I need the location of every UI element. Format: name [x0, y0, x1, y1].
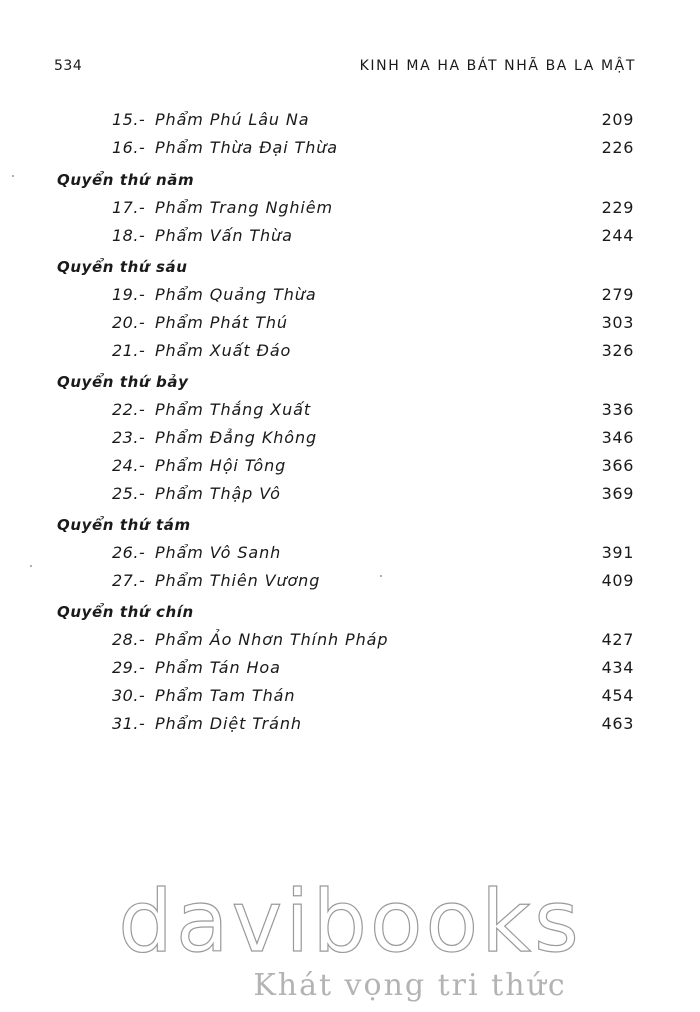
toc-entry	[0, 226, 700, 250]
scan-speck	[12, 175, 14, 177]
entry-page-number: 346	[601, 428, 634, 447]
toc-entry	[0, 110, 700, 134]
entry-number: 15.-	[112, 110, 146, 129]
toc-entry	[0, 313, 700, 337]
scan-speck	[380, 575, 382, 577]
toc-entry	[0, 686, 700, 710]
entry-title: Phẩm Ảo Nhơn Thính Pháp	[155, 630, 389, 649]
toc-entry	[0, 456, 700, 480]
toc-entry	[0, 341, 700, 365]
entry-page-number: 244	[601, 226, 634, 245]
entry-title: Phẩm Vô Sanh	[155, 543, 282, 562]
entry-title: Phẩm Phát Thú	[155, 313, 288, 332]
entry-number: 24.-	[112, 456, 146, 475]
entry-page-number: 391	[601, 543, 634, 562]
entry-page-number: 279	[601, 285, 634, 304]
entry-number: 20.-	[112, 313, 146, 332]
entry-page-number: 434	[601, 658, 634, 677]
entry-number: 31.-	[112, 714, 146, 733]
entry-page-number: 427	[601, 630, 634, 649]
entry-page-number: 209	[601, 110, 634, 129]
entry-title: Phẩm Quảng Thừa	[155, 285, 317, 304]
watermark-brand: davibooks	[118, 872, 582, 972]
entry-title: Phẩm Thiên Vương	[155, 571, 321, 590]
entry-number: 27.-	[112, 571, 146, 590]
section-heading: Quyển thứ chín	[57, 603, 194, 621]
entry-number: 30.-	[112, 686, 146, 705]
entry-page-number: 409	[601, 571, 634, 590]
entry-title: Phẩm Tán Hoa	[155, 658, 281, 677]
entry-title: Phẩm Thập Vô	[155, 484, 281, 503]
entry-title: Phẩm Hội Tông	[155, 456, 287, 475]
toc-entry	[0, 428, 700, 452]
running-header	[54, 58, 636, 80]
toc-entry	[0, 138, 700, 162]
entry-number: 22.-	[112, 400, 146, 419]
entry-title: Phẩm Trang Nghiêm	[155, 198, 334, 217]
entry-number: 25.-	[112, 484, 146, 503]
entry-page-number: 366	[601, 456, 634, 475]
section-heading: Quyển thứ tám	[57, 516, 191, 534]
toc-entry	[0, 198, 700, 222]
section-heading: Quyển thứ năm	[57, 171, 195, 189]
toc-entry	[0, 400, 700, 424]
entry-title: Phẩm Tam Thán	[155, 686, 296, 705]
toc-entry	[0, 658, 700, 682]
entry-number: 19.-	[112, 285, 146, 304]
toc-entry	[0, 484, 700, 508]
entry-number: 29.-	[112, 658, 146, 677]
entry-number: 18.-	[112, 226, 146, 245]
entry-number: 16.-	[112, 138, 146, 157]
entry-title: Phẩm Thắng Xuất	[155, 400, 312, 419]
entry-title: Phẩm Đẳng Không	[155, 428, 318, 447]
toc-entry	[0, 543, 700, 567]
section-heading: Quyển thứ sáu	[57, 258, 188, 276]
entry-page-number: 226	[601, 138, 634, 157]
entry-title: Phẩm Xuất Đáo	[155, 341, 292, 360]
entry-page-number: 369	[601, 484, 634, 503]
book-title: KINH MA HA BÁT NHÃ BA LA MẬT	[359, 58, 636, 74]
entry-title: Phẩm Phú Lâu Na	[155, 110, 310, 129]
entry-number: 21.-	[112, 341, 146, 360]
section-heading: Quyển thứ bảy	[57, 373, 189, 391]
toc-entry	[0, 285, 700, 309]
entry-page-number: 326	[601, 341, 634, 360]
entry-title: Phẩm Thừa Đại Thừa	[155, 138, 339, 157]
entry-page-number: 454	[601, 686, 634, 705]
entry-page-number: 229	[601, 198, 634, 217]
toc-entry	[0, 714, 700, 738]
entry-number: 17.-	[112, 198, 146, 217]
entry-title: Phẩm Diệt Tránh	[155, 714, 302, 733]
entry-title: Phẩm Vấn Thừa	[155, 226, 293, 245]
toc-entry	[0, 571, 700, 595]
entry-page-number: 463	[601, 714, 634, 733]
entry-number: 28.-	[112, 630, 146, 649]
scan-speck	[30, 565, 32, 567]
entry-number: 26.-	[112, 543, 146, 562]
page-number: 534	[54, 58, 83, 74]
entry-page-number: 336	[601, 400, 634, 419]
watermark-slogan: Khát vọng tri thức	[253, 968, 567, 1003]
entry-page-number: 303	[601, 313, 634, 332]
entry-number: 23.-	[112, 428, 146, 447]
toc-entry	[0, 630, 700, 654]
